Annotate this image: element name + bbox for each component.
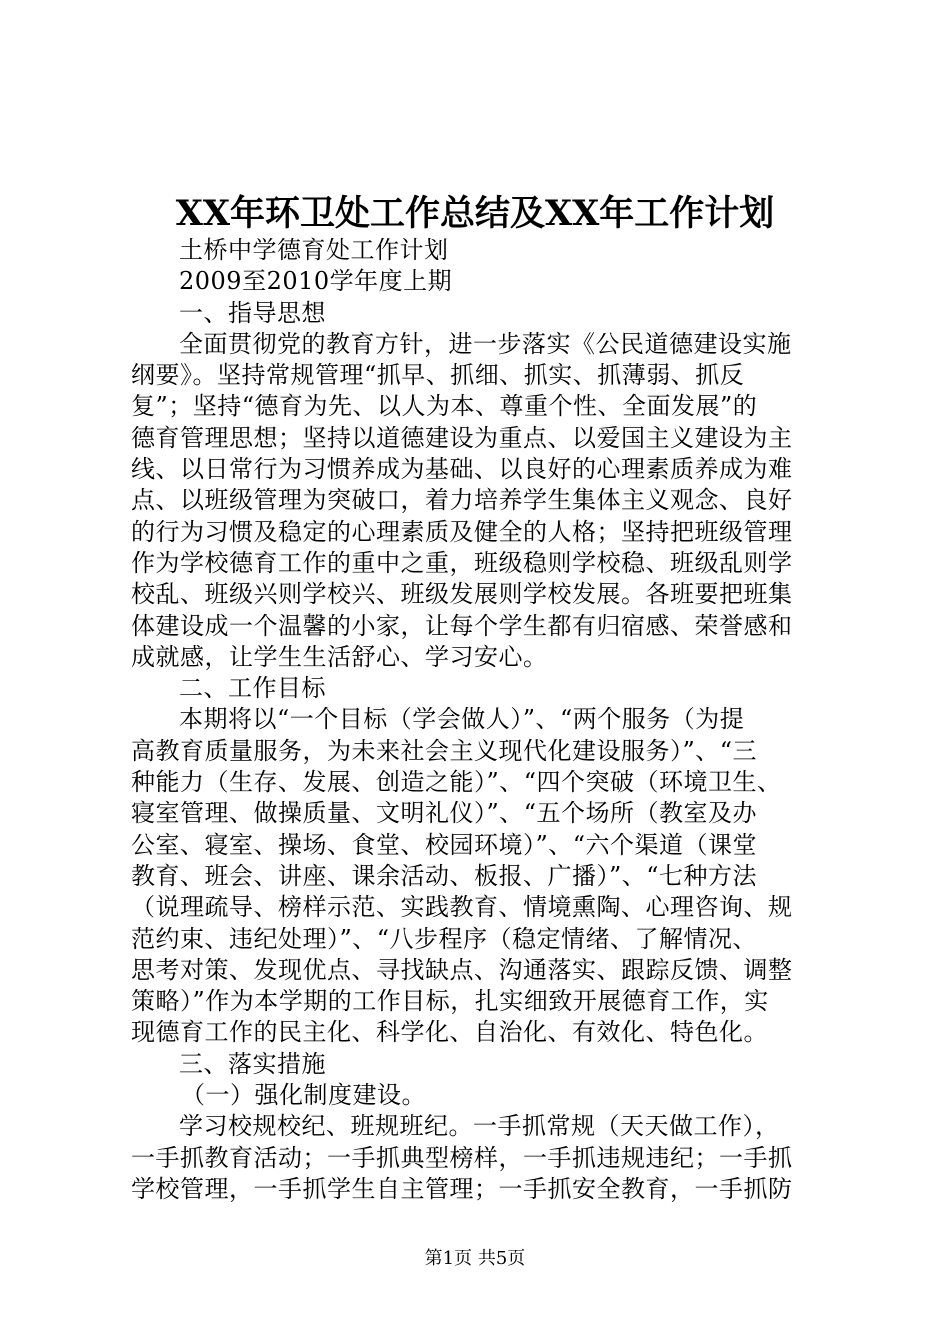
paragraph-line: 线、以日常行为习惯养成为基础、以良好的心理素质养成为难 bbox=[131, 455, 793, 484]
paragraph-line: 高教育质量服务，为未来社会主义现代化建设服务）”、“三 bbox=[131, 736, 758, 765]
paragraph-line: 点、以班级管理为突破口，着力培养学生集体主义观念、良好 bbox=[131, 486, 793, 515]
paragraph-line: 体建设成一个温馨的小家，让每个学生都有归宿感、荣誉感和 bbox=[131, 611, 793, 640]
paragraph-line: 本期将以“一个目标（学会做人）”、“两个服务（为提 bbox=[179, 705, 745, 734]
paragraph-line: 现德育工作的民主化、科学化、自治化、有效化、特色化。 bbox=[131, 1018, 768, 1047]
paragraph-line: 的行为习惯及稳定的心理素质及健全的人格；坚持把班级管理 bbox=[131, 517, 793, 546]
paragraph-line: 学校管理，一手抓学生自主管理；一手抓安全教育，一手抓防 bbox=[131, 1174, 793, 1203]
page-title: XX年环卫处工作总结及XX年工作计划 bbox=[175, 193, 775, 234]
paragraph-line: 公室、寝室、操场、食堂、校园环境）”、“六个渠道（课堂 bbox=[131, 830, 758, 859]
paragraph-line: 范约束、违纪处理）”、“八步程序（稳定情绪、了解情况、 bbox=[131, 924, 758, 953]
paragraph-line: 思考对策、发现优点、寻找缺点、沟通落实、跟踪反馈、调整 bbox=[131, 955, 793, 984]
document-body bbox=[131, 235, 831, 1205]
page-footer: 第1页 共5页 bbox=[424, 1248, 526, 1269]
paragraph-line: 德育管理思想；坚持以道德建设为重点、以爱国主义建设为主 bbox=[131, 423, 793, 452]
section-heading-3: 三、落实措施 bbox=[179, 1049, 326, 1078]
paragraph-line: 一手抓教育活动；一手抓典型榜样，一手抓违规违纪；一手抓 bbox=[131, 1143, 793, 1172]
paragraph-line: 作为学校德育工作的重中之重，班级稳则学校稳、班级乱则学 bbox=[131, 548, 793, 577]
paragraph-line: 成就感，让学生生活舒心、学习安心。 bbox=[131, 642, 548, 671]
subsection-heading-1: （一）强化制度建设。 bbox=[181, 1081, 426, 1110]
term-line: 2009至2010学年度上期 bbox=[179, 267, 453, 296]
paragraph-line: 策略）”作为本学期的工作目标，扎实细致开展德育工作，实 bbox=[131, 987, 769, 1016]
paragraph-line: 学习校规校纪、班规班纪。一手抓常规（天天做工作）， bbox=[179, 1112, 780, 1141]
paragraph-line: 复”；坚持“德育为先、以人为本、尊重个性、全面发展”的 bbox=[131, 392, 758, 421]
paragraph-line: 全面贯彻党的教育方针，进一步落实《公民道德建设实施 bbox=[179, 329, 792, 358]
paragraph-line: 种能力（生存、发展、创造之能）”、“四个突破（环境卫生、 bbox=[131, 768, 782, 797]
section-heading-2: 二、工作目标 bbox=[179, 674, 326, 703]
paragraph-line: 校乱、班级兴则学校兴、班级发展则学校发展。各班要把班集 bbox=[131, 580, 793, 609]
paragraph-line: 纲要》。坚持常规管理“抓早、抓细、抓实、抓薄弱、抓反 bbox=[131, 361, 745, 390]
paragraph-line: 教育、班会、讲座、课余活动、板报、广播）”、“七种方法 bbox=[131, 861, 758, 890]
paragraph-line: （说理疏导、榜样示范、实践教育、情境熏陶、心理咨询、规 bbox=[131, 893, 793, 922]
paragraph-line: 寝室管理、做操质量、文明礼仪）”、“五个场所（教室及办 bbox=[131, 799, 758, 828]
section-heading-1: 一、指导思想 bbox=[179, 298, 326, 327]
school-plan-heading: 土桥中学德育处工作计划 bbox=[179, 236, 449, 264]
